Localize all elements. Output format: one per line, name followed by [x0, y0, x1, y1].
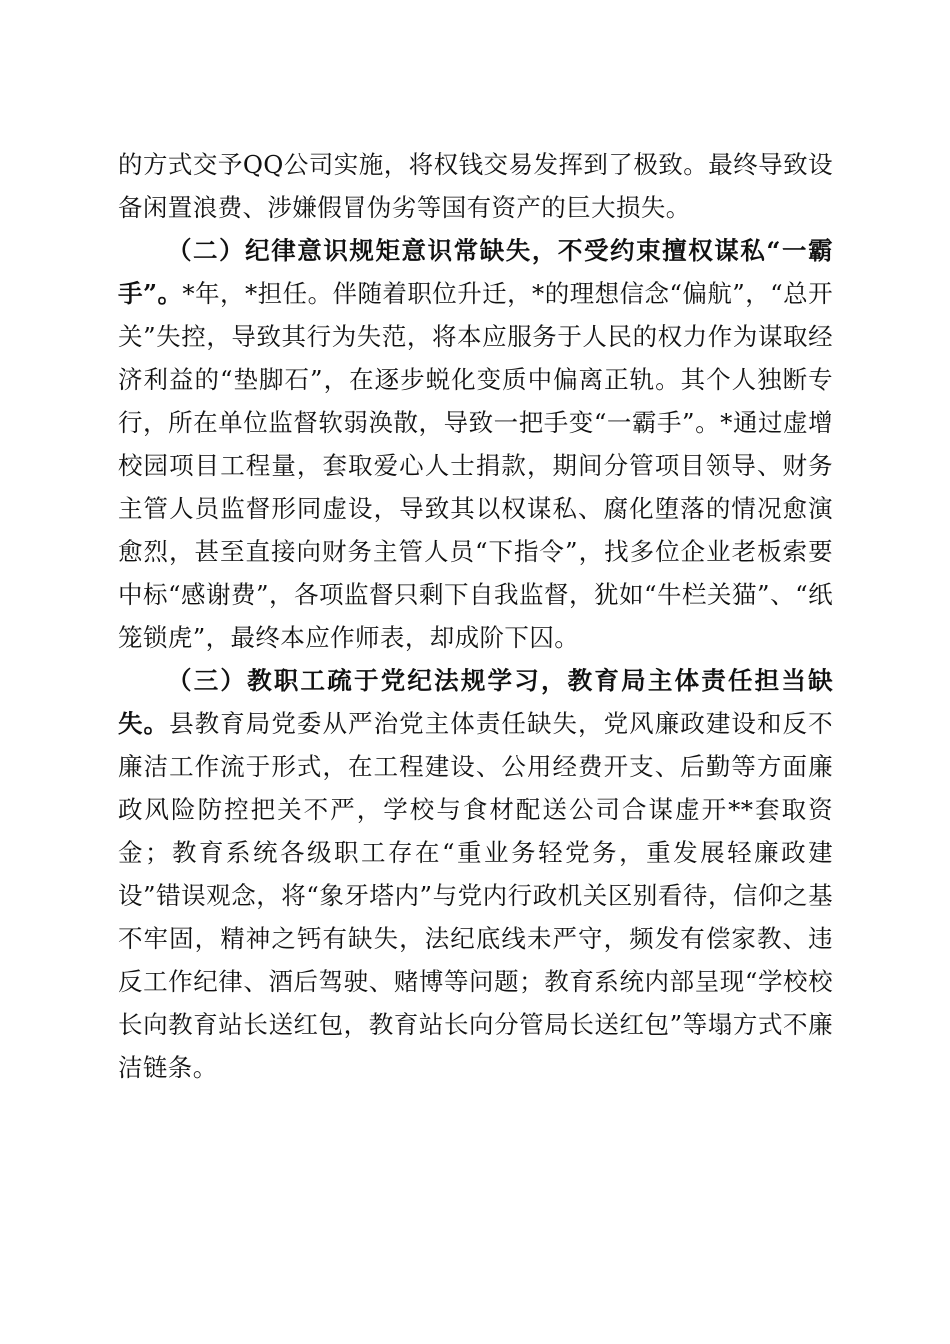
section-heading-2: （二）纪律意识规矩意识常缺失，不受约束擅权谋私“一霸手”。 — [118, 236, 833, 308]
paragraph-3 — [118, 659, 833, 1089]
paragraph-1-text: 的方式交予QQ公司实施，将权钱交易发挥到了极致。最终导致设备闲置浪费、涉嫌假冒伪劣等国有资产的巨大损失。 — [118, 150, 833, 222]
paragraph-3-text: 县教育局党委从严治党主体责任缺失，党风廉政建设和反不廉洁工作流于形式，在工程建设、公用经费开支、后勤等方面廉政风险防控把关不严，学校与食材配送公司合谋虚开**套取资金；教育系统各级职工存在“重业务轻党务，重发展轻廉政建设”错误观念，将“象牙塔内”与党内行政机关区别看待，信仰之基不牢固，精神之钙有缺失，法纪底线未严守，频发有偿家教、违反工作纪律、酒后驾驶、赌博等问题；教育系统内部呈现“学校校长向教育站长送红包，教育站长向分管局长送红包”等塌方式不廉洁链条。 — [118, 709, 833, 1082]
paragraph-2 — [118, 229, 833, 659]
document-page — [118, 143, 833, 1089]
paragraph-2-text: *年，*担任。伴随着职位升迁，*的理想信念“偏航”，“总开关”失控，导致其行为失范，将本应服务于人民的权力作为谋取经济利益的“垫脚石”，在逐步蜕化变质中偏离正轨。其个人独断专行，所在单位监督软弱涣散，导致一把手变“一霸手”。*通过虚增校园项目工程量，套取爱心人士捐款，期间分管项目领导、财务主管人员监督形同虚设，导致其以权谋私、腐化堕落的情况愈演愈烈，甚至直接向财务主管人员“下指令”，找多位企业老板索要中标“感谢费”，各项监督只剩下自我监督，犹如“牛栏关猫”、“纸笼锁虎”，最终本应作师表，却成阶下囚。 — [118, 279, 833, 652]
section-heading-3: （三）教职工疏于党纪法规学习，教育局主体责任担当缺失。 — [118, 666, 833, 738]
paragraph-1 — [118, 143, 833, 229]
